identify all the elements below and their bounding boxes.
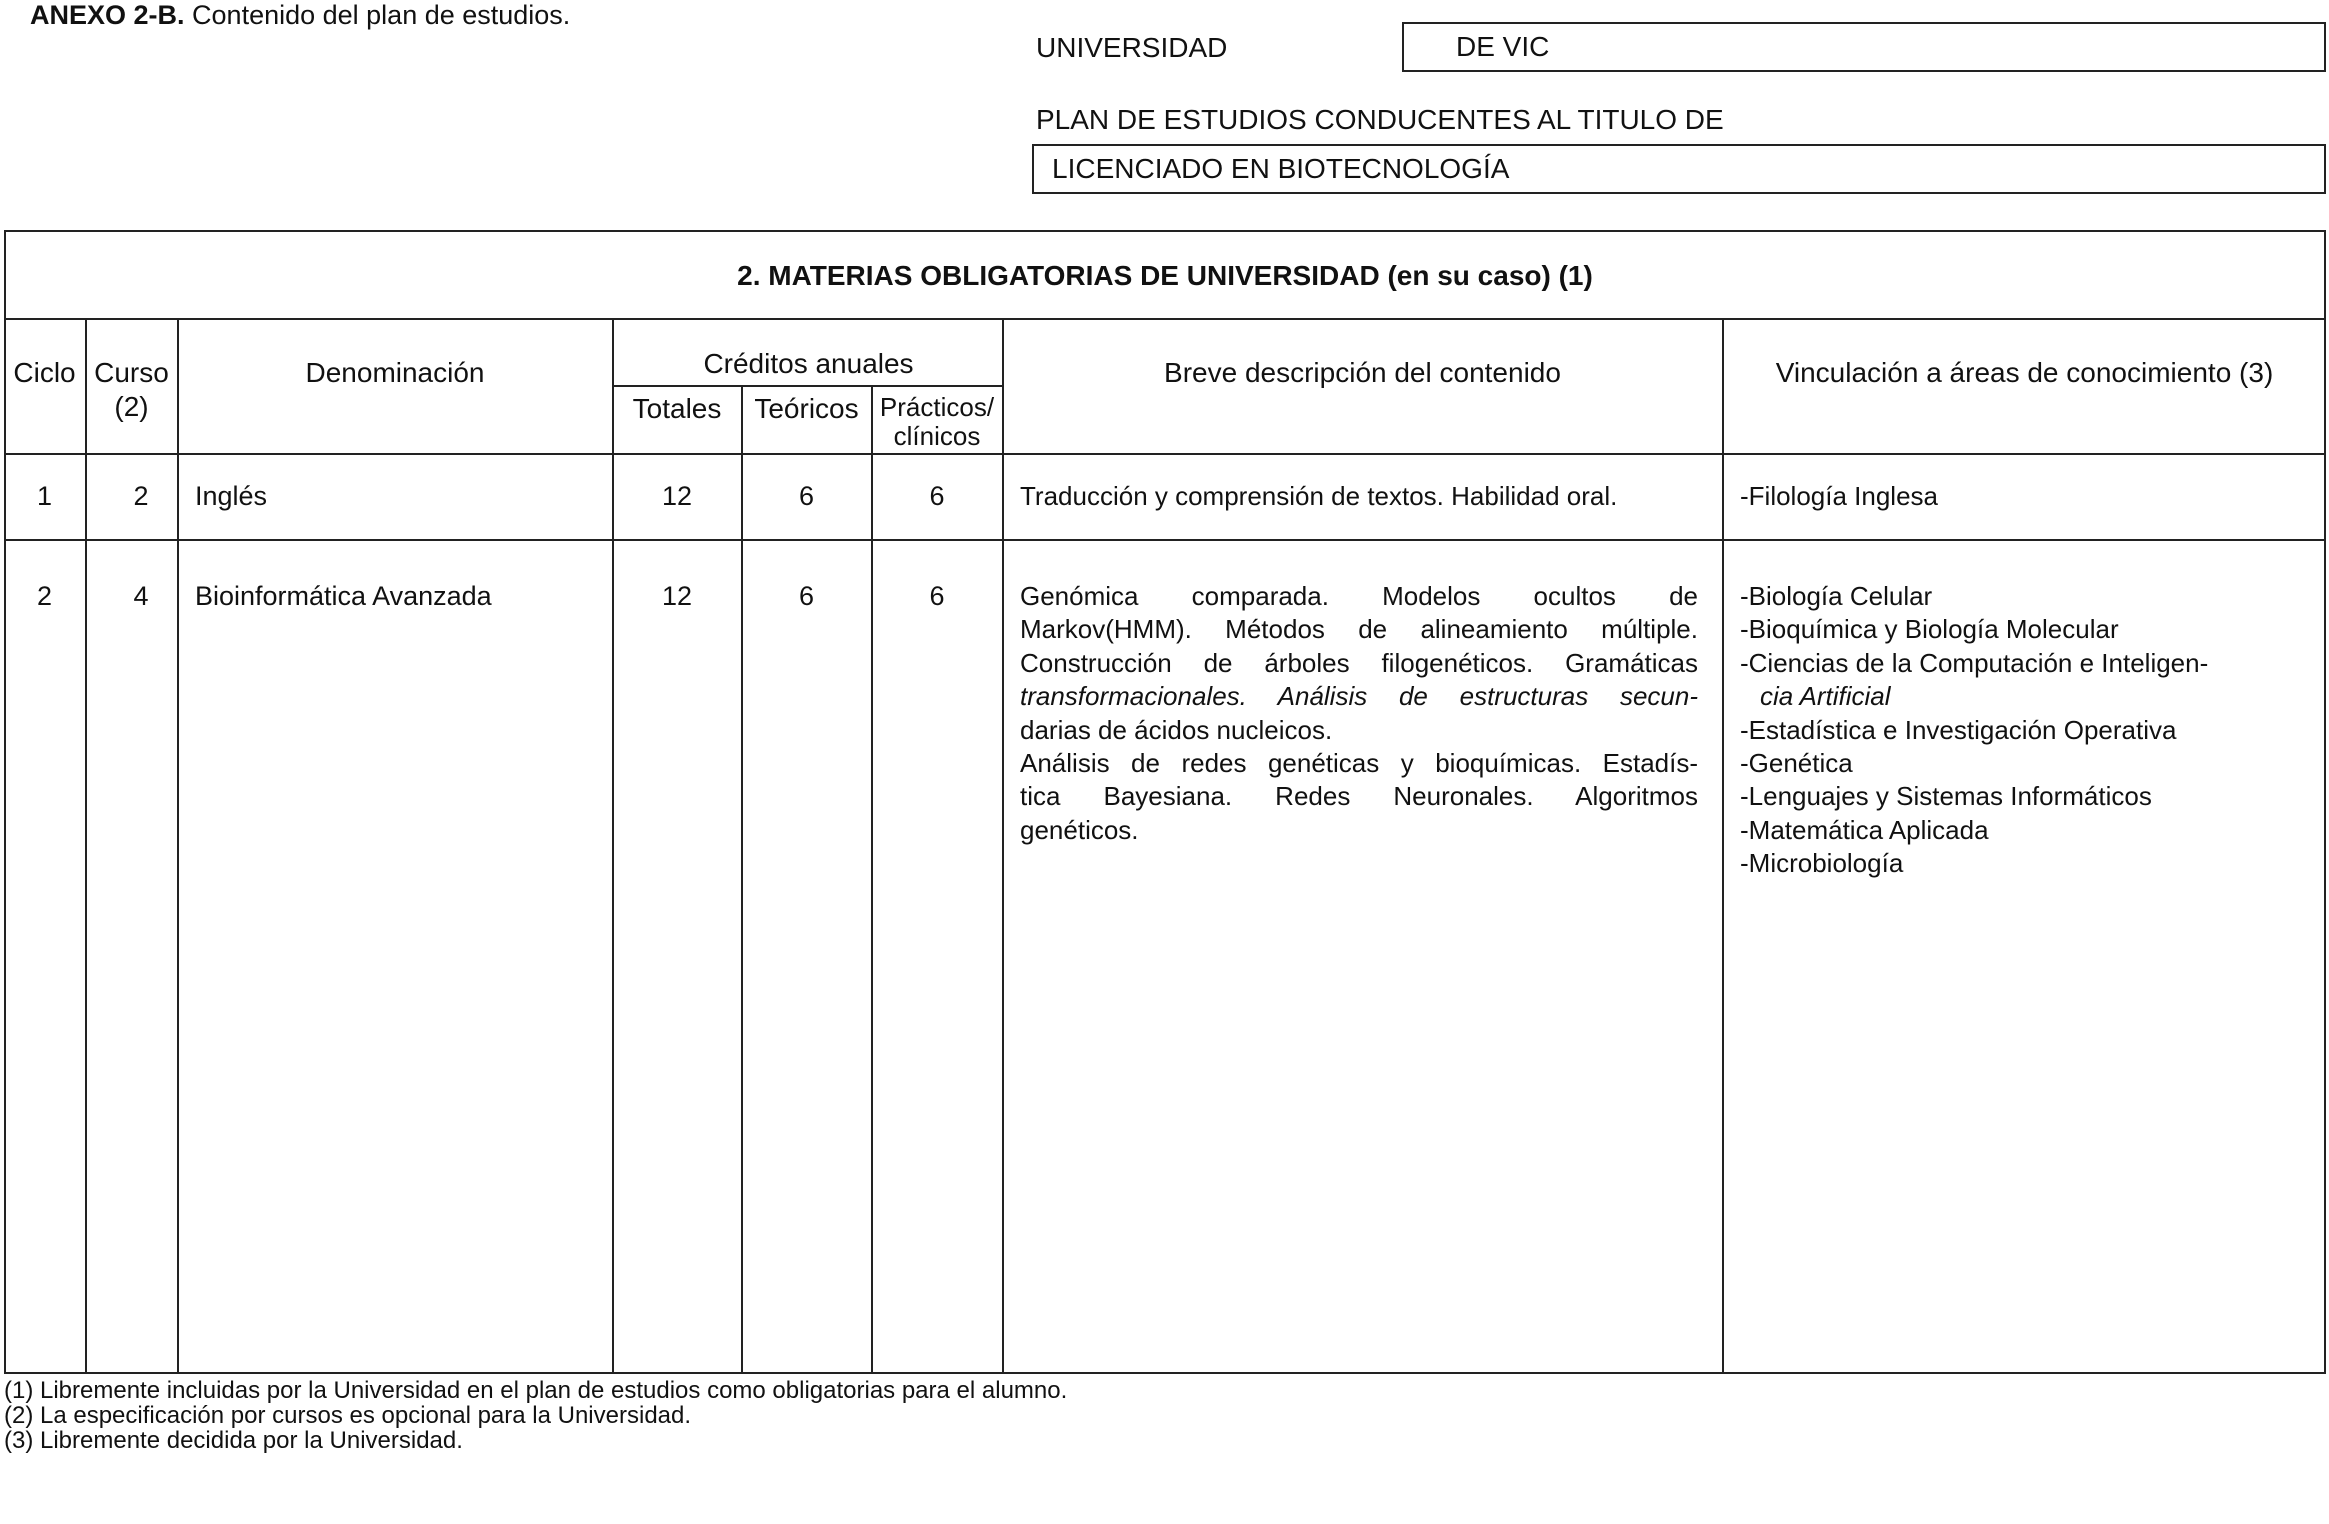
annex-heading: [30, 0, 570, 30]
col-header-clinicos: clínicos: [893, 421, 981, 451]
col-header-vinculacion: Vinculación a áreas de conocimiento (3): [1775, 357, 2274, 388]
row1-areas: [1740, 480, 2300, 513]
university-field: DE VIC: [1402, 22, 2326, 72]
area-item: cia Artificial: [1760, 681, 1891, 712]
row1-totales: 12: [661, 481, 693, 511]
table-col-divider: [1002, 318, 1004, 1374]
description-line: tica Bayesiana. Redes Neuronales. Algoritmos: [1020, 781, 1698, 812]
footnote: (1) Libremente incluidas por la Universidad en el plan de estudios como obligatorias para el alumno.: [4, 1377, 1068, 1404]
table-rule-title: [4, 318, 2326, 320]
footnotes: [4, 1378, 1067, 1453]
table-rule-header: [4, 453, 2326, 455]
row2-teoricos: 6: [798, 581, 815, 611]
table-title: 2. MATERIAS OBLIGATORIAS DE UNIVERSIDAD (en su caso) (1): [737, 260, 1593, 291]
table-col-divider: [177, 318, 179, 1374]
row1-practicos: 6: [929, 481, 945, 511]
col-header-ciclo: Ciclo: [13, 357, 76, 388]
row1-denominacion: Inglés: [195, 481, 268, 511]
area-item: -Microbiología: [1740, 848, 1904, 879]
col-header-totales: Totales: [632, 393, 722, 424]
description-line: transformacionales. Análisis de estructuras secun-: [1020, 681, 1698, 712]
row2-totales: 12: [661, 581, 693, 611]
col-header-teoricos: Teóricos: [754, 393, 859, 424]
description-line: darias de ácidos nucleicos.: [1020, 714, 1333, 745]
col-header-creditos: Créditos anuales: [703, 348, 914, 379]
col-header-practicos: Prácticos/: [879, 392, 995, 422]
row2-curso: 4: [133, 581, 149, 611]
description-line: Análisis de redes genéticas y bioquímicas. Estadís-: [1020, 748, 1698, 779]
table-col-divider: [85, 318, 87, 1374]
table-rule-row1: [4, 539, 2326, 541]
area-item: -Filología Inglesa: [1740, 481, 1938, 511]
table-col-divider: [612, 318, 614, 1374]
row2-ciclo: 2: [36, 581, 53, 611]
plan-label: PLAN DE ESTUDIOS CONDUCENTES AL TITULO DE: [1036, 104, 1724, 135]
row2-denominacion: Bioinformática Avanzada: [195, 581, 492, 611]
description-line: Construcción de árboles filogenéticos. Gramáticas: [1020, 647, 1698, 678]
area-item: -Ciencias de la Computación e Inteligen-: [1740, 647, 2209, 678]
row1-teoricos: 6: [798, 481, 815, 511]
row1-description: [1020, 480, 1698, 513]
table-rule-credits: [612, 385, 1004, 387]
row2-practicos: 6: [929, 581, 945, 611]
row2-areas: [1740, 580, 2300, 881]
area-item: -Bioquímica y Biología Molecular: [1740, 614, 2119, 645]
col-header-denominacion: Denominación: [305, 357, 485, 388]
university-label: UNIVERSIDAD: [1036, 32, 1228, 63]
plan-degree-field: LICENCIADO EN BIOTECNOLOGÍA: [1032, 144, 2326, 194]
description-line: genéticos.: [1020, 814, 1139, 845]
row1-curso: 2: [133, 481, 149, 511]
row1-ciclo: 1: [36, 481, 53, 511]
table-col-divider: [1722, 318, 1724, 1374]
col-header-descripcion: Breve descripción del contenido: [1164, 357, 1561, 388]
table-col-divider: [871, 385, 873, 1374]
footnote: (3) Libremente decidida por la Universidad.: [4, 1427, 463, 1454]
area-item: -Lenguajes y Sistemas Informáticos: [1740, 781, 2152, 812]
row2-description: [1020, 580, 1698, 847]
area-item: -Matemática Aplicada: [1740, 814, 1989, 845]
table-col-divider: [741, 385, 743, 1374]
annex-title: Contenido del plan de estudios.: [184, 0, 571, 30]
footnote: (2) La especificación por cursos es opcional para la Universidad.: [4, 1402, 692, 1429]
description-line: Markov(HMM). Métodos de alineamiento múltiple.: [1020, 614, 1698, 645]
area-item: -Biología Celular: [1740, 581, 1933, 611]
description-line: Traducción y comprensión de textos. Habilidad oral.: [1020, 481, 1618, 511]
col-header-curso-note: (2): [114, 391, 149, 422]
area-item: -Estadística e Investigación Operativa: [1740, 714, 2177, 745]
description-line: Genómica comparada. Modelos ocultos de: [1020, 581, 1698, 611]
col-header-curso: Curso: [94, 357, 169, 388]
area-item: -Genética: [1740, 748, 1853, 779]
annex-number: ANEXO 2-B.: [30, 0, 185, 30]
